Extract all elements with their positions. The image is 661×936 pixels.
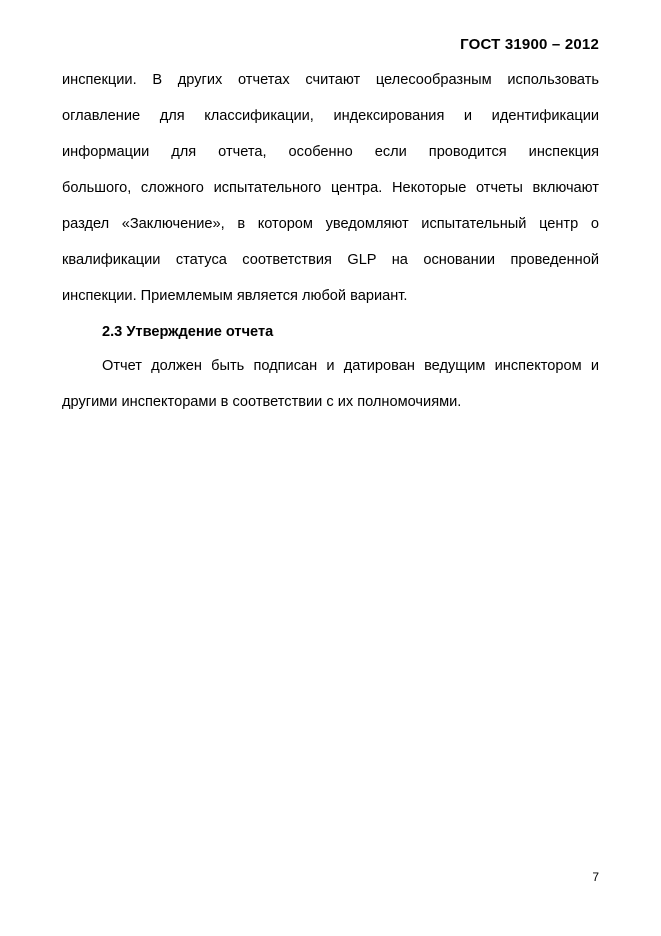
standard-header: ГОСТ 31900 – 2012	[460, 36, 599, 53]
text-line: другими инспекторами в соответствии с их полномочиями.	[62, 394, 462, 410]
text-line: инспекции. Приемлемым является любой вариант.	[62, 288, 408, 304]
text-line: квалификации статуса соответствия GLP на основании проведенной	[62, 252, 599, 268]
text-line: оглавление для классификации, индексирования и идентификации	[62, 108, 599, 124]
text-line: Отчет должен быть подписан и датирован ведущим инспектором и	[102, 358, 599, 374]
section-heading: 2.3 Утверждение отчета	[102, 324, 274, 340]
text-line: большого, сложного испытательного центра. Некоторые отчеты включают	[62, 180, 599, 196]
text-line: информации для отчета, особенно если проводится инспекция	[62, 144, 599, 160]
body-text	[62, 62, 599, 420]
text-line: раздел «Заключение», в котором уведомляют испытательный центр о	[62, 216, 599, 232]
paragraph-report-approval	[62, 348, 599, 420]
paragraph-continuation	[62, 62, 599, 314]
text-line: инспекции. В других отчетах считают целесообразным использовать	[62, 72, 599, 88]
page-number: 7	[592, 870, 599, 884]
